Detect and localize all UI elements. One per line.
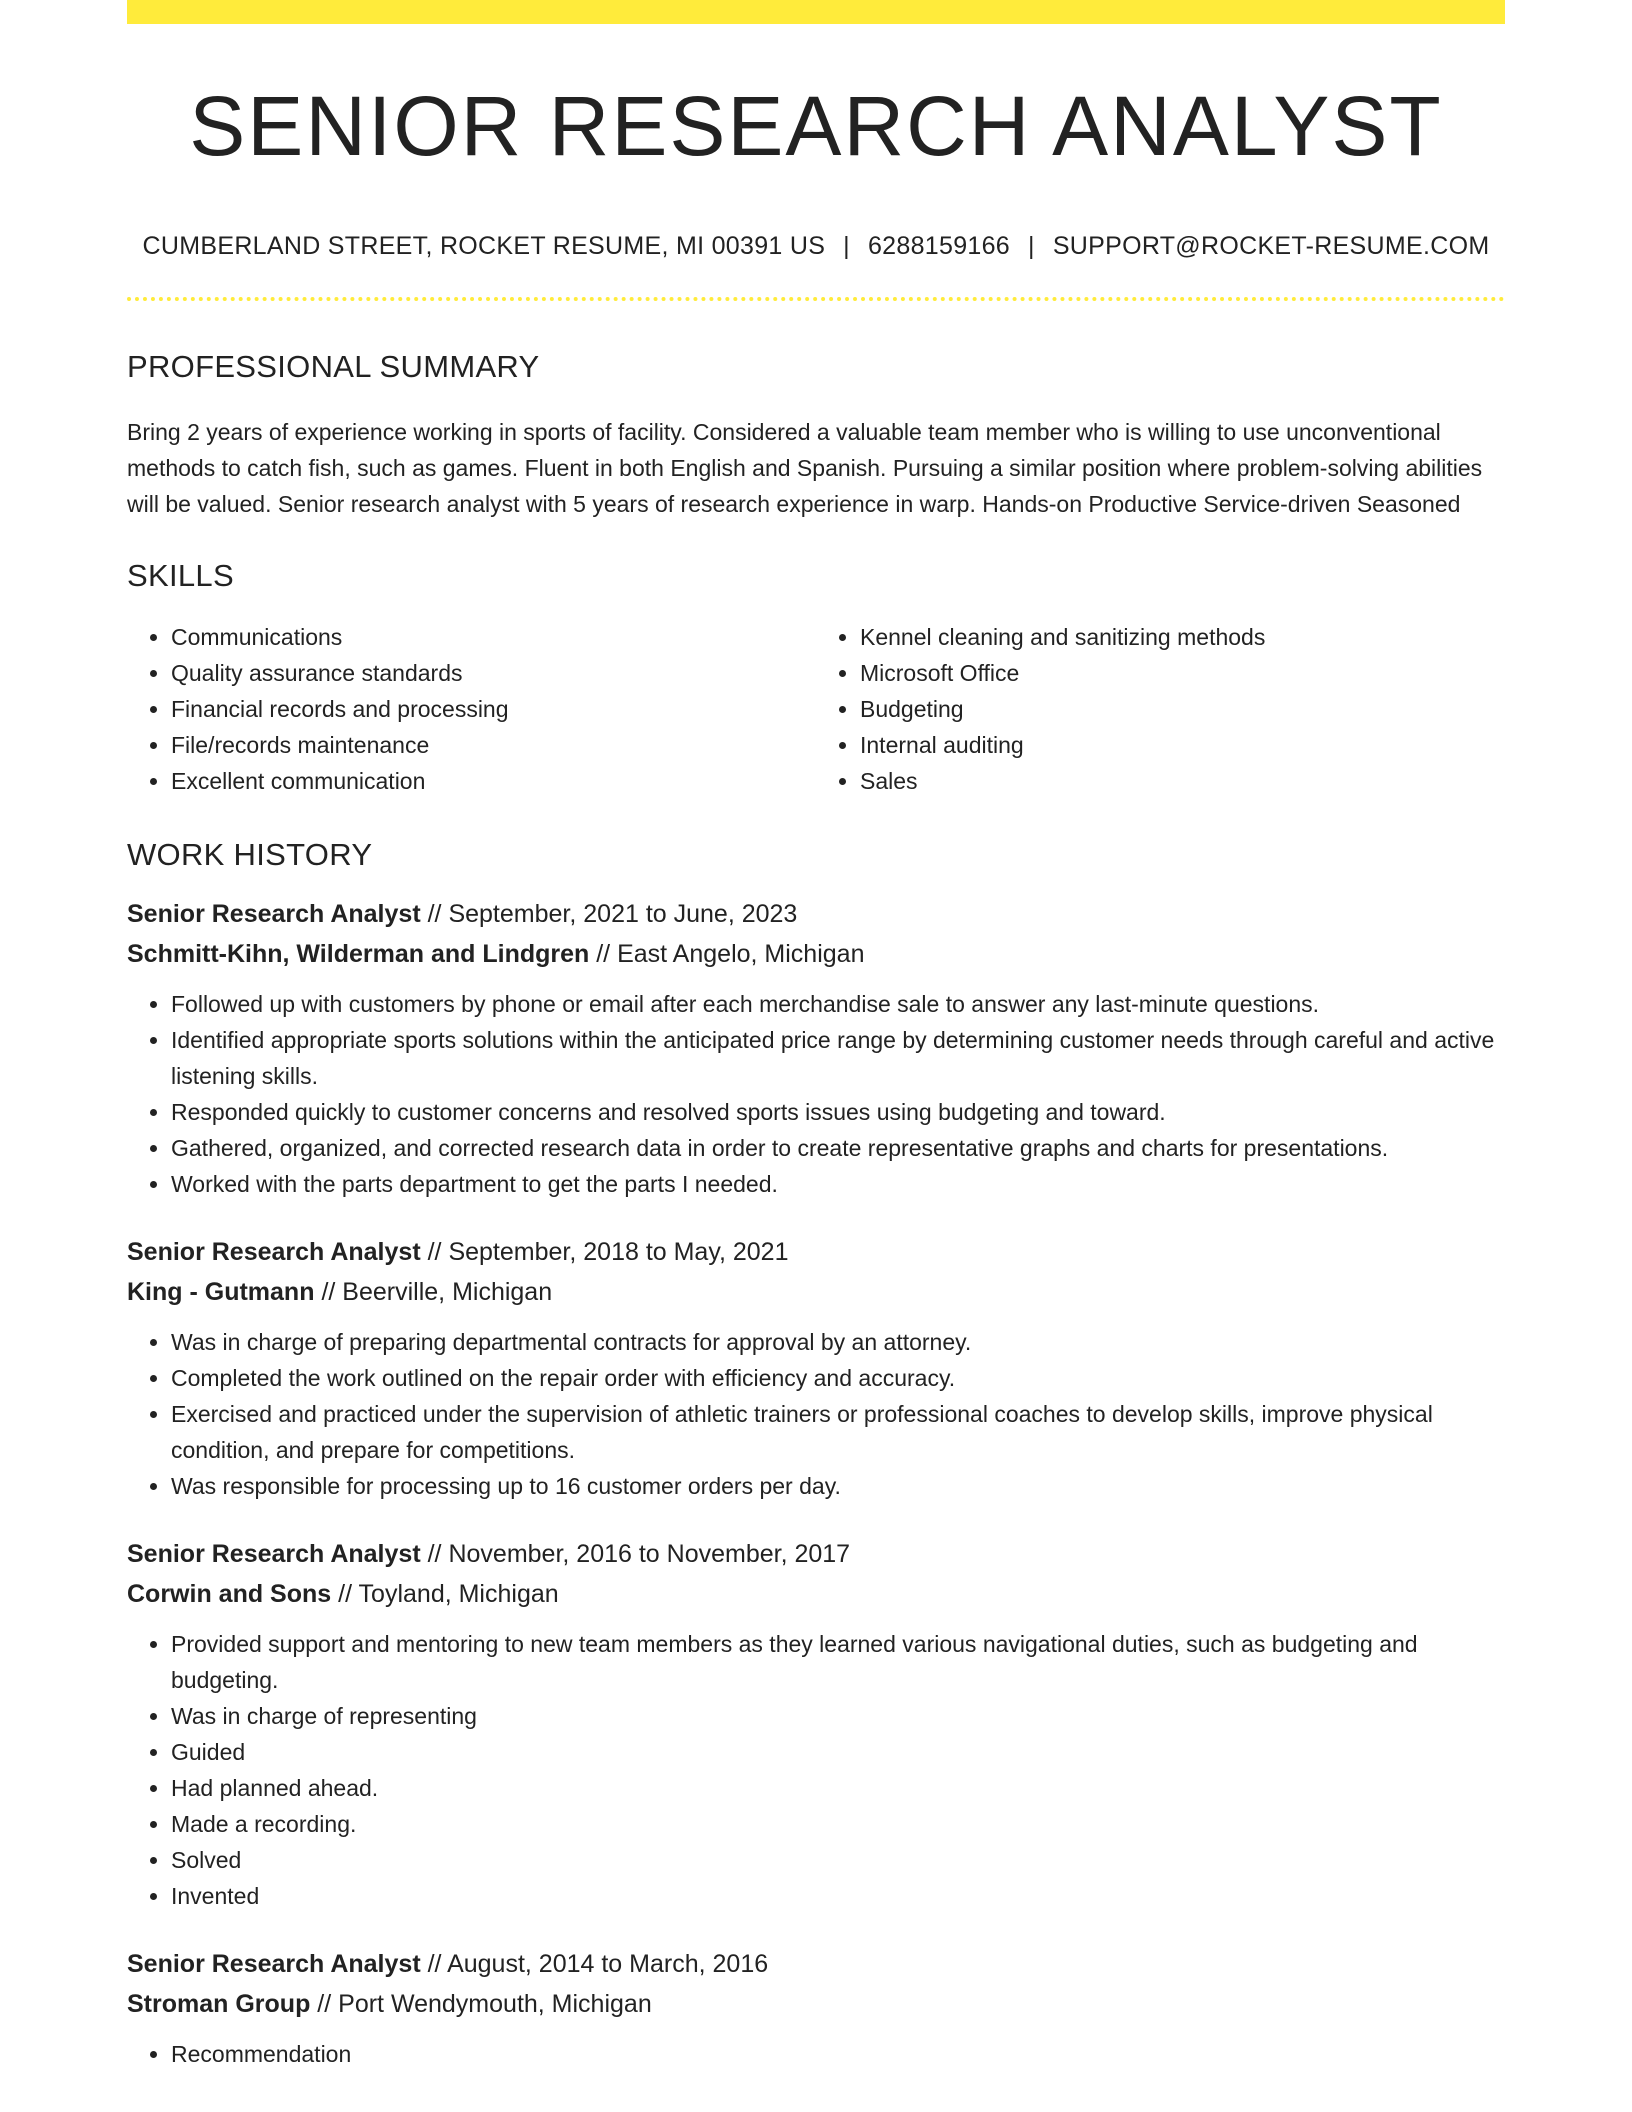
job-bullets: [127, 1324, 1505, 1504]
job-dates: September, 2021 to June, 2023: [448, 900, 798, 928]
job-title-line: [127, 1534, 1505, 1574]
job-bullet: • Invented: [171, 1878, 1505, 1914]
job-bullets: [127, 1626, 1505, 1914]
job-separator: //: [427, 1238, 442, 1266]
summary-heading: PROFESSIONAL SUMMARY: [127, 349, 540, 384]
skill-item: • Sales: [860, 763, 1505, 799]
job-company: Corwin and Sons: [127, 1580, 332, 1608]
job-title-line: [127, 1232, 1505, 1272]
skill-item: • Budgeting: [860, 691, 1505, 727]
job-entry: [127, 1534, 1505, 1914]
dotted-divider: [127, 297, 1505, 301]
job-title-line: [127, 1944, 1505, 1984]
summary-text: Bring 2 years of experience working in sports of facility. Considered a valuable team member who is willing to use unconventional methods to catch fish, such as games. Fluent in both English and Spanish. Pursuing a similar position where problem-solving abilities will be valued. Senior research analyst with 5 years of research experience in warp. Hands-on Productive Service-driven Seasoned: [127, 419, 1483, 517]
skill-item: • Internal auditing: [860, 727, 1505, 763]
email: SUPPORT@ROCKET-RESUME.COM: [1052, 232, 1490, 260]
job-location: Beerville, Michigan: [342, 1278, 553, 1306]
skill-item: • Communications: [171, 619, 816, 655]
job-separator: //: [321, 1278, 336, 1306]
job-separator: //: [317, 1990, 332, 2018]
skill-item: • File/records maintenance: [171, 727, 816, 763]
job-bullet: • Was responsible for processing up to 16 customer orders per day.: [171, 1468, 1505, 1504]
job-company: Stroman Group: [127, 1990, 311, 2018]
resume-page: [127, 0, 1505, 2072]
skill-item: • Quality assurance standards: [171, 655, 816, 691]
job-company: Schmitt-Kihn, Wilderman and Lindgren: [127, 940, 590, 968]
job-bullets: [127, 2036, 1505, 2072]
job-separator: //: [427, 900, 442, 928]
job-company-line: [127, 1272, 1505, 1312]
job-bullet: • Was in charge of preparing departmental contracts for approval by an attorney.: [171, 1324, 1505, 1360]
phone: 6288159166: [867, 232, 1011, 260]
job-bullet: • Guided: [171, 1734, 1505, 1770]
job-bullet: • Followed up with customers by phone or email after each merchandise sale to answer any last-minute questions.: [171, 986, 1505, 1022]
job-bullet: • Was in charge of representing: [171, 1698, 1505, 1734]
job-separator: //: [427, 1540, 442, 1568]
job-separator: //: [596, 940, 611, 968]
address: CUMBERLAND STREET, ROCKET RESUME, MI 00391 US: [142, 232, 826, 260]
job-title: Senior Research Analyst: [127, 1950, 421, 1978]
skill-item: • Microsoft Office: [860, 655, 1505, 691]
skill-item: • Kennel cleaning and sanitizing methods: [860, 619, 1505, 655]
job-bullet: • Completed the work outlined on the repair order with efficiency and accuracy.: [171, 1360, 1505, 1396]
job-bullet: • Had planned ahead.: [171, 1770, 1505, 1806]
job-bullet: • Exercised and practiced under the supervision of athletic trainers or professional coaches to develop skills, improve physical condition, and prepare for competitions.: [171, 1396, 1505, 1468]
job-separator: //: [338, 1580, 353, 1608]
job-bullet: • Made a recording.: [171, 1806, 1505, 1842]
skills-left-list: [127, 619, 816, 799]
job-bullets: [127, 986, 1505, 1202]
job-bullet: • Worked with the parts department to get the parts I needed.: [171, 1166, 1505, 1202]
job-dates: September, 2018 to May, 2021: [448, 1238, 789, 1266]
job-dates: November, 2016 to November, 2017: [448, 1540, 851, 1568]
job-company: King - Gutmann: [127, 1278, 315, 1306]
job-location: Toyland, Michigan: [358, 1580, 559, 1608]
job-bullet: • Solved: [171, 1842, 1505, 1878]
job-company-line: [127, 1574, 1505, 1614]
job-bullet: • Gathered, organized, and corrected research data in order to create representative graphs and charts for presentations.: [171, 1130, 1505, 1166]
job-title: Senior Research Analyst: [127, 1540, 421, 1568]
skills-columns: [127, 619, 1505, 799]
job-bullet: • Identified appropriate sports solutions within the anticipated price range by determining customer needs through careful and active listening skills.: [171, 1022, 1505, 1094]
job-separator: //: [427, 1950, 442, 1978]
job-location: Port Wendymouth, Michigan: [338, 1990, 652, 2018]
job-bullet: • Provided support and mentoring to new team members as they learned various navigational duties, such as budgeting and budgeting.: [171, 1626, 1505, 1698]
skills-right-list: [816, 619, 1505, 799]
job-entry: [127, 1232, 1505, 1504]
job-bullet: • Responded quickly to customer concerns and resolved sports issues using budgeting and toward.: [171, 1094, 1505, 1130]
contact-separator: |: [1028, 232, 1035, 260]
job-location: East Angelo, Michigan: [617, 940, 865, 968]
job-bullet: • Recommendation: [171, 2036, 1505, 2072]
job-title: Senior Research Analyst: [127, 1238, 421, 1266]
job-title: Senior Research Analyst: [127, 900, 421, 928]
job-entry: [127, 894, 1505, 1202]
job-entry: [127, 1944, 1505, 2072]
job-company-line: [127, 934, 1505, 974]
skill-item: • Financial records and processing: [171, 691, 816, 727]
job-dates: August, 2014 to March, 2016: [447, 1950, 769, 1978]
job-title-line: [127, 894, 1505, 934]
work-history-heading: WORK HISTORY: [127, 837, 373, 872]
contact-separator: |: [843, 232, 850, 260]
skill-item: • Excellent communication: [171, 763, 816, 799]
job-company-line: [127, 1984, 1505, 2024]
skills-heading: SKILLS: [127, 558, 234, 593]
resume-title: SENIOR RESEARCH ANALYST: [189, 79, 1443, 173]
top-accent-bar: [127, 0, 1505, 24]
contact-line: [127, 234, 1505, 259]
